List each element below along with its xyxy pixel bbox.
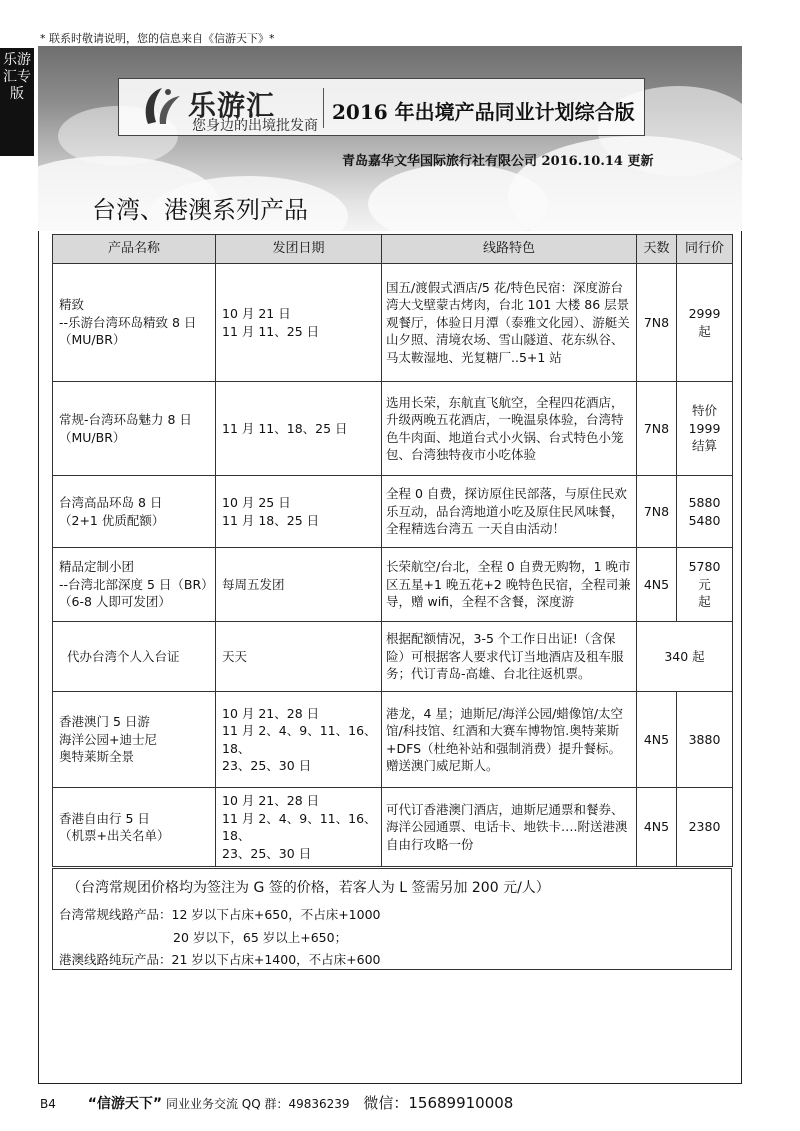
side-tab-label: 乐游汇专版 [0, 48, 34, 156]
price-line: 5780 元 [688, 559, 721, 592]
price-line: 5480 [688, 512, 721, 528]
product-name-line: --台湾北部深度 5 日（BR） [59, 576, 214, 592]
product-name-line: （MU/BR） [59, 332, 126, 348]
days-cell: 4N5 [637, 692, 677, 788]
price-line: 起 [698, 594, 711, 610]
route-features-cell: 港龙，4 星；迪斯尼/海洋公园/蜡像馆/太空馆/科技馆、红酒和大赛车博物馆.奥特莱斯+DFS（杜绝补站和强制消费）提升餐标。赠送澳门威尼斯人。 [382, 692, 637, 788]
taiwan-surcharge-note: 台湾常规线路产品：12 岁以下占床+650，不占床+1000 [59, 907, 381, 922]
product-name-cell [53, 622, 216, 692]
price-cell [677, 264, 733, 382]
days-cell: 7N8 [637, 264, 677, 382]
price-cell [677, 476, 733, 548]
footer [40, 1092, 513, 1113]
date-line: 23、25、30 日 [222, 758, 312, 773]
table-header-row [53, 235, 733, 264]
route-features-cell: 选用长荣，东航直飞航空，全程四花酒店，升级两晚五花酒店，一晚温泉体验，台湾特色牛肉面、地道台式小火锅、台式特色小笼包、台湾独特夜市小吃体验 [382, 382, 637, 476]
date-line: 11 月 18、25 日 [222, 512, 320, 528]
footer-wechat: 微信：15689910008 [363, 1094, 514, 1112]
product-name-line: 香港自由行 5 日 [59, 810, 150, 826]
departure-dates-cell [216, 264, 382, 382]
departure-dates-cell [216, 548, 382, 622]
product-name-line: 海洋公园+迪士尼 [59, 731, 157, 747]
route-features-cell: 长荣航空/台北，全程 0 自费无购物，1 晚市区五星+1 晚五花+2 晚特色民宿，全程司兼导，赠 wifi，全程不含餐，深度游 [382, 548, 637, 622]
departure-dates-cell [216, 692, 382, 788]
product-name-cell [53, 692, 216, 788]
price-line: 5880 [688, 495, 721, 510]
leaf-logo-icon [138, 84, 184, 130]
header-peer-price: 同行价 [677, 235, 733, 264]
table-row [53, 382, 733, 476]
price-line: 2999 起 [688, 306, 721, 339]
price-line: 1999 [688, 420, 721, 436]
header-product-name: 产品名称 [53, 235, 216, 264]
product-name-line: 奥特莱斯全景 [59, 749, 135, 765]
price-cell [677, 692, 733, 788]
table-row [53, 692, 733, 788]
days-cell: 7N8 [637, 476, 677, 548]
hk-macau-surcharge-note: 港澳线路纯玩产品：21 岁以下占床+1400，不占床+600 [59, 952, 381, 967]
product-name-line: 台湾高品环岛 8 日 [59, 495, 163, 510]
date-line: 10 月 21 日 [222, 306, 291, 321]
header-days: 天数 [637, 235, 677, 264]
price-line: 3880 [688, 731, 721, 747]
date-line: 11 月 2、4、9、11、16、18、 [222, 723, 377, 756]
product-name-line: 精品定制小团 [59, 559, 135, 575]
banner-title: 2016 年出境产品同业计划综合版 [332, 100, 635, 124]
product-name-line: 代办台湾个人入台证 [67, 648, 180, 664]
days-cell: 7N8 [637, 382, 677, 476]
product-name-line: （机票+出关名单） [59, 828, 170, 843]
visa-note: （台湾常规团价格均为签注为 G 签的价格，若客人为 L 签需另加 200 元/人） [67, 880, 550, 896]
price-cell [637, 622, 733, 692]
route-features-cell: 根据配额情况，3-5 个工作日出证!（含保险）可根据客人要求代订当地酒店及租车服务；代订青岛-高雄、台北往返机票。 [382, 622, 637, 692]
product-name-cell [53, 788, 216, 867]
date-line: 11 月 11、18、25 日 [222, 420, 348, 436]
table-row [53, 476, 733, 548]
header-route-features: 线路特色 [382, 235, 637, 264]
product-name-cell [53, 548, 216, 622]
date-line: 10 月 21、28 日 [222, 705, 320, 721]
route-features-cell: 国五/渡假式酒店/5 花/特色民宿：深度游台湾大戈壁蒙古烤肉，台北 101 大楼 86 层景观餐厅，体验日月潭（泰雅文化园）、游艇关山夕照、清境农场、雪山隧道、花东纵谷、马太鞍湿地、光复糖厂..5+1 站 [382, 264, 637, 382]
footer-qq: 同业业务交流 QQ 群：49836239 [165, 1097, 350, 1111]
product-name-line: （MU/BR） [59, 429, 126, 445]
date-line: 天天 [222, 648, 248, 664]
age-surcharge-note: 20 岁以下，65 岁以上+650； [173, 930, 348, 945]
price-line: 特价 [691, 403, 717, 419]
date-line: 10 月 21、28 日 [222, 793, 320, 808]
product-name-line: --乐游台湾环岛精致 8 日 [59, 314, 197, 330]
pricing-notes [52, 868, 732, 970]
product-table [52, 234, 733, 867]
product-name-line: （6-8 人即可发团） [59, 594, 171, 610]
logo-divider [323, 88, 324, 128]
price-line: 340 起 [664, 648, 705, 664]
logo-slogan: 您身边的出境批发商 [192, 118, 318, 134]
route-features-cell: 可代订香港澳门酒店，迪斯尼通票和餐券、海洋公园通票、电话卡、地铁卡….附送港澳自由行攻略一份 [382, 788, 637, 867]
top-notice: * 联系时敬请说明，您的信息来自《信游天下》* [40, 32, 275, 45]
date-line: 每周五发团 [222, 576, 285, 592]
page-number: B4 [40, 1097, 56, 1111]
departure-dates-cell [216, 788, 382, 867]
date-line: 23、25、30 日 [222, 845, 312, 861]
product-name-line: 常规-台湾环岛魅力 8 日 [59, 412, 192, 427]
table-row [53, 622, 733, 692]
date-line: 10 月 25 日 [222, 495, 291, 510]
price-line: 2380 [688, 819, 721, 835]
product-name-cell [53, 476, 216, 548]
departure-dates-cell [216, 476, 382, 548]
table-row [53, 264, 733, 382]
product-name-line: 香港澳门 5 日游 [59, 714, 150, 730]
price-cell [677, 788, 733, 867]
section-title: 台湾、港澳系列产品 [92, 196, 308, 224]
departure-dates-cell [216, 382, 382, 476]
product-name-line: （2+1 优质配额） [59, 512, 165, 528]
table-row [53, 788, 733, 867]
price-cell [677, 382, 733, 476]
footer-brand: “信游天下” [87, 1096, 163, 1112]
price-cell [677, 548, 733, 622]
route-features-cell: 全程 0 自费，探访原住民部落，与原住民欢乐互动，品台湾地道小吃及原住民风味餐，全程精选台湾五 一天自由活动！ [382, 476, 637, 548]
table-row [53, 548, 733, 622]
date-line: 11 月 11、25 日 [222, 323, 320, 339]
date-line: 11 月 2、4、9、11、16、18、 [222, 810, 377, 843]
departure-dates-cell [216, 622, 382, 692]
logo-name: 乐游汇 [188, 89, 276, 122]
product-name-cell [53, 382, 216, 476]
company-update-line: 青岛嘉华文华国际旅行社有限公司 2016.10.14 更新 [342, 154, 654, 169]
product-name-cell [53, 264, 216, 382]
days-cell: 4N5 [637, 548, 677, 622]
product-name-line: 精致 [59, 297, 85, 313]
price-line: 结算 [691, 438, 717, 454]
header-departure-date: 发团日期 [216, 235, 382, 264]
days-cell: 4N5 [637, 788, 677, 867]
